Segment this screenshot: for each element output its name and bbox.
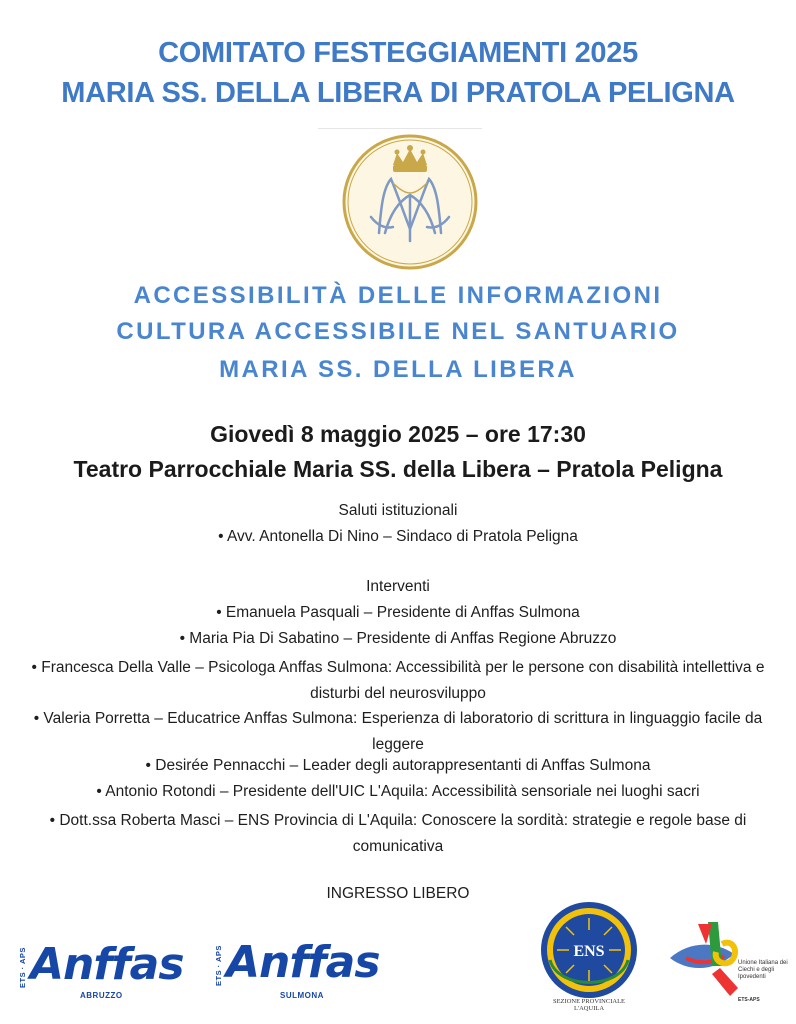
ens-badge: ENS <box>573 943 605 960</box>
ens-seal-icon <box>538 900 640 1016</box>
interventi-item-7: • Dott.ssa Roberta Masci – ENS Provincia di L'Aquila: Conoscere la sordità: strategie e regole base di comunicativa <box>49 812 747 855</box>
header-line-1: COMITATO FESTEGGIAMENTI 2025 <box>158 37 638 69</box>
ens-caption: SEZIONE PROVINCIALE L'AQUILA <box>552 998 626 1012</box>
anffas-sub: ABRUZZO <box>80 991 123 1000</box>
anffas-tag: ETS · APS <box>18 947 27 988</box>
crowned-marian-monogram-icon <box>341 133 479 271</box>
anffas-sub: SULMONA <box>280 991 324 1000</box>
interventi-item-2: • Maria Pia Di Sabatino – Presidente di Anffas Regione Abruzzo <box>179 630 617 647</box>
anffas-tag: ETS · APS <box>214 945 223 986</box>
event-venue: Teatro Parrocchiale Maria SS. della Libera – Pratola Peligna <box>73 456 723 482</box>
subtitle-line-2: CULTURA ACCESSIBILE NEL SANTUARIO <box>116 318 680 345</box>
interventi-item-6: • Antonio Rotondi – Presidente dell'UIC L'Aquila: Accessibilità sensoriale nei luoghi sacri <box>96 783 700 800</box>
uic-foot: ETS-APS <box>738 997 760 1003</box>
ingresso-libero: INGRESSO LIBERO <box>326 885 470 902</box>
saluti-heading: Saluti istituzionali <box>338 502 458 519</box>
interventi-item-3: • Francesca Della Valle – Psicologa Anffas Sulmona: Accessibilità per le persone con disabilità intellettiva e disturbi del neurosviluppo <box>31 659 765 702</box>
anffas-sulmona-logo <box>214 938 384 1008</box>
divider <box>318 128 482 129</box>
subtitle-line-3: MARIA SS. DELLA LIBERA <box>219 356 577 383</box>
anffas-wordmark: Anffas <box>226 937 380 988</box>
interventi-heading: Interventi <box>366 578 430 595</box>
header-line-2: MARIA SS. DELLA LIBERA DI PRATOLA PELIGNA <box>61 77 735 109</box>
interventi-item-1: • Emanuela Pasquali – Presidente di Anffas Sulmona <box>216 604 580 621</box>
subtitle-line-1: ACCESSIBILITÀ DELLE INFORMAZIONI <box>133 282 663 309</box>
anffas-wordmark: Anffas <box>30 939 184 990</box>
uic-text: Unione Italiana dei Ciechi e degli Ipovedenti <box>738 960 788 980</box>
interventi-item-5: • Desirée Pennacchi – Leader degli autorappresentanti di Anffas Sulmona <box>145 757 651 774</box>
saluti-item: • Avv. Antonella Di Nino – Sindaco di Pratola Peligna <box>218 528 578 545</box>
event-date-time: Giovedì 8 maggio 2025 – ore 17:30 <box>210 421 586 447</box>
interventi-item-4: • Valeria Porretta – Educatrice Anffas Sulmona: Esperienza di laboratorio di scrittura in linguaggio facile da leggere <box>33 710 763 753</box>
anffas-abruzzo-logo <box>18 940 188 1010</box>
